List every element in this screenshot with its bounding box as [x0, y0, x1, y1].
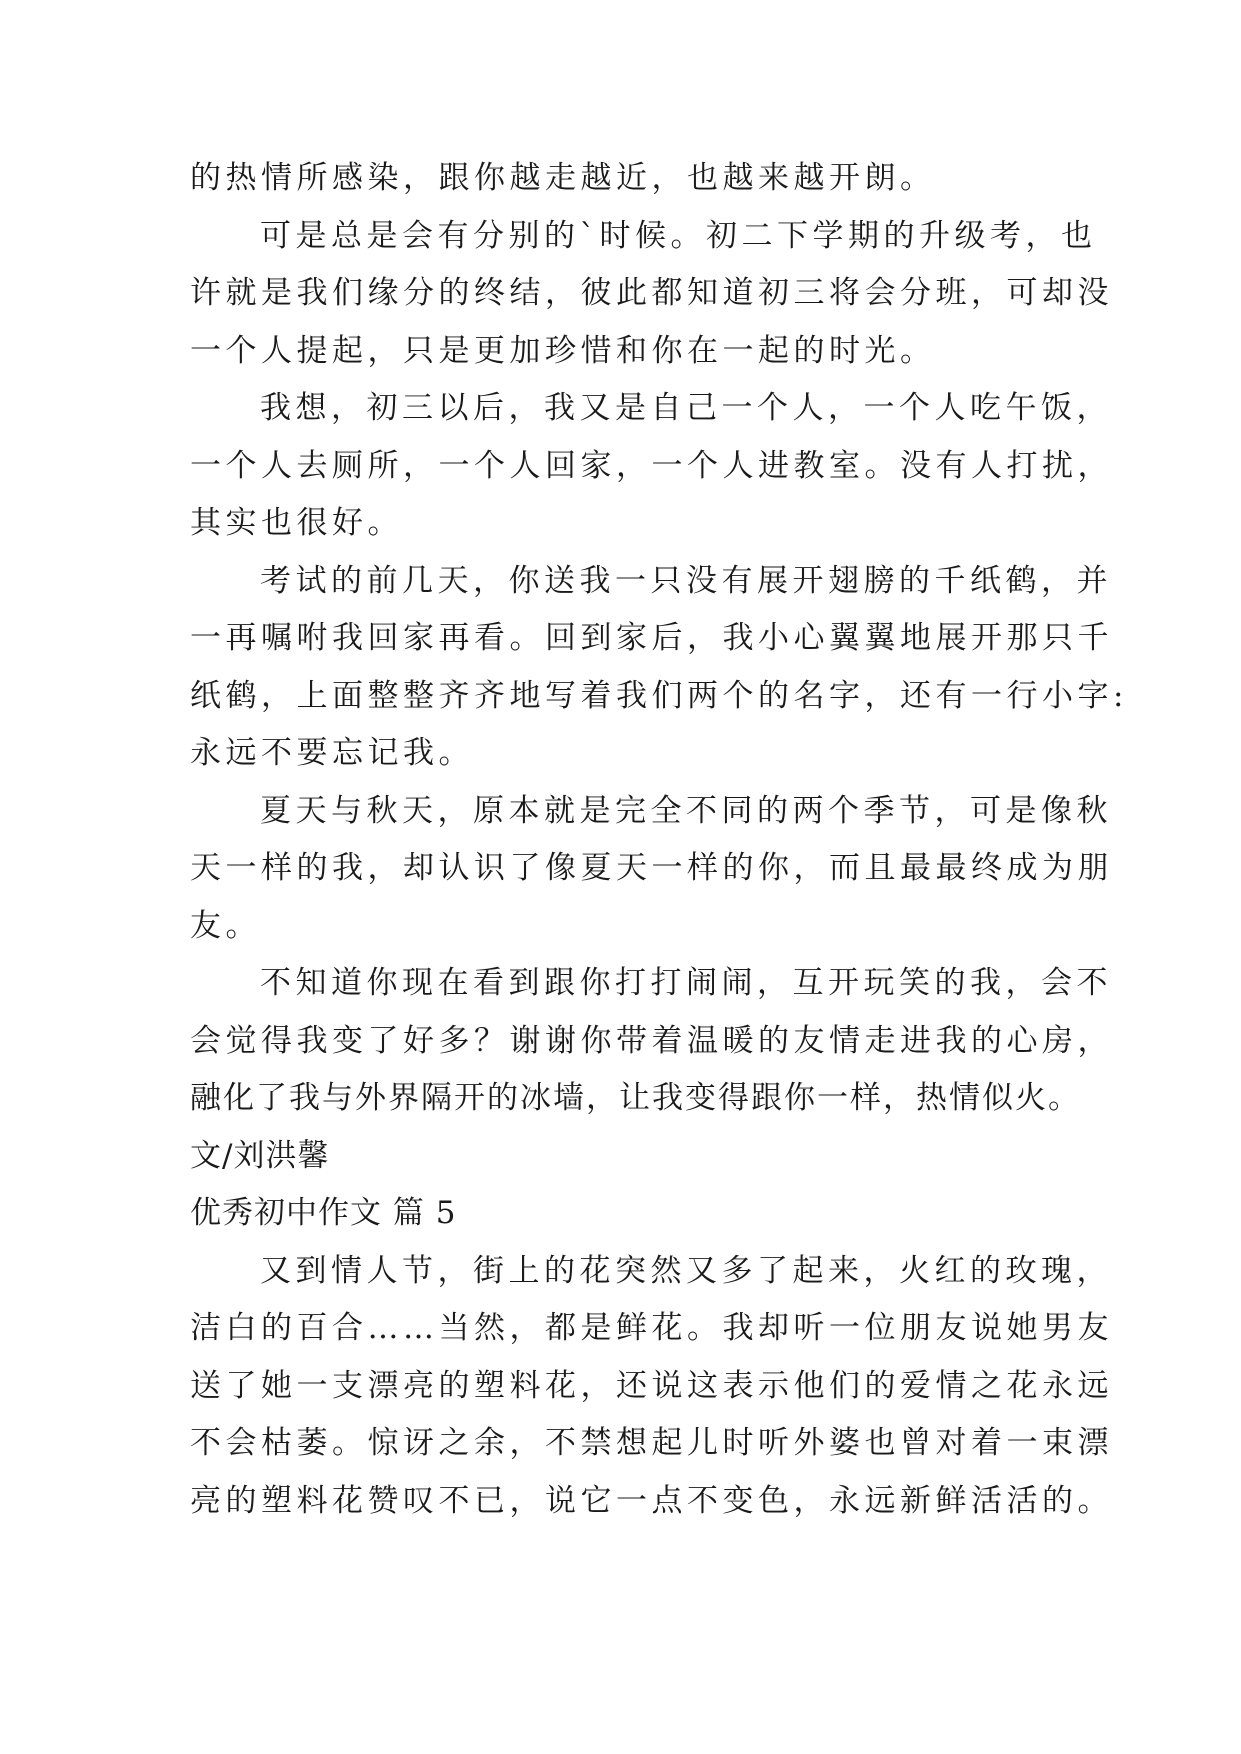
text-line: 一个人提起，只是更加珍惜和你在一起的时光。 — [190, 332, 936, 369]
paragraph-first-line: 可是总是会有分别的`时候。初二下学期的升级考，也 — [260, 217, 1097, 254]
paragraph-first-line: 又到情人节，街上的花突然又多了起来，火红的玫瑰， — [260, 1252, 1112, 1289]
text-line: 天一样的我，却认识了像夏天一样的你，而且最最终成为朋 — [190, 850, 1113, 886]
section-heading: 优秀初中作文 篇 5 — [190, 1195, 457, 1231]
paragraph-first-line: 不知道你现在看到跟你打打闹闹，互开玩笑的我，会不 — [260, 965, 1112, 1001]
text-line: 其实也很好。 — [190, 505, 403, 541]
text-line: 永远不要忘记我。 — [190, 735, 474, 771]
text-line: 亮的塑料花赞叹不已，说它一点不变色，永远新鲜活活的。 — [190, 1482, 1113, 1519]
text-line: 会觉得我变了好多？谢谢你带着温暖的友情走进我的心房， — [190, 1022, 1113, 1059]
paragraph-first-line: 我想，初三以后，我又是自己一个人，一个人吃午饭， — [260, 390, 1112, 426]
text-line: 友。 — [190, 907, 261, 944]
text-line: 一再嘱咐我回家再看。回到家后，我小心翼翼地展开那只千 — [190, 620, 1113, 656]
text-line: 纸鹤，上面整整齐齐地写着我们两个的名字，还有一行小字: — [190, 677, 1128, 714]
text-line: 许就是我们缘分的终结，彼此都知道初三将会分班，可却没 — [190, 275, 1113, 311]
text-line: 一个人去厕所，一个人回家，一个人进教室。没有人打扰， — [190, 447, 1113, 484]
text-line: 送了她一支漂亮的塑料花，还说这表示他们的爱情之花永远 — [190, 1367, 1113, 1404]
text-line: 不会枯萎。惊讶之余，不禁想起儿时听外婆也曾对着一束漂 — [190, 1425, 1113, 1461]
text-line: 的热情所感染，跟你越走越近，也越来越开朗。 — [190, 160, 936, 196]
text-line: 融化了我与外界隔开的冰墙，让我变得跟你一样，热情似火。 — [190, 1080, 1081, 1116]
author-line: 文/刘洪馨 — [190, 1137, 330, 1174]
paragraph-first-line: 夏天与秋天，原本就是完全不同的两个季节，可是像秋 — [260, 792, 1112, 829]
paragraph-first-line: 考试的前几天，你送我一只没有展开翅膀的千纸鹤，并 — [260, 562, 1112, 599]
text-line: 洁白的百合……当然，都是鲜花。我却听一位朋友说她男友 — [190, 1310, 1113, 1346]
document-page — [190, 150, 1128, 1530]
